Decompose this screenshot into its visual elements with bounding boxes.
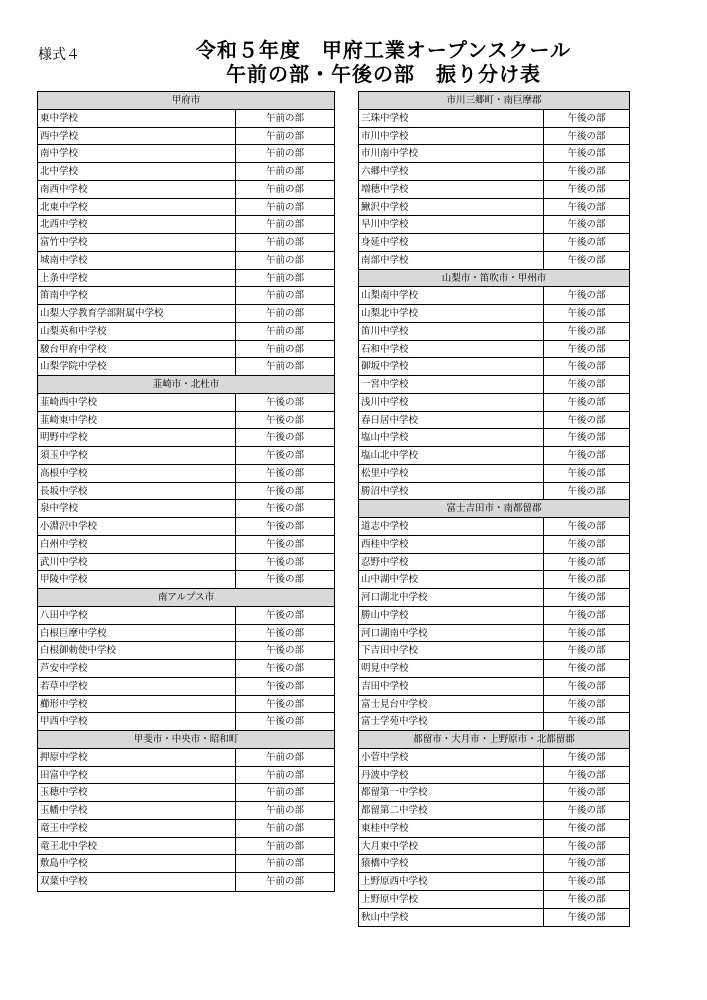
table-row (359, 305, 629, 323)
page-title: 令和５年度 甲府工業オープンスクール (195, 38, 572, 62)
session-cell: 午後の部 (265, 467, 304, 479)
table-row (359, 323, 629, 341)
table-row (38, 536, 334, 554)
table-row (359, 518, 629, 536)
table-row (38, 412, 334, 430)
session-cell: 午後の部 (265, 609, 304, 621)
table-row (359, 429, 629, 447)
school-name: 甲西中学校 (38, 713, 236, 730)
school-name: 西桂中学校 (359, 536, 544, 553)
school-name: 早川中学校 (359, 216, 544, 233)
school-name: 高根中学校 (38, 465, 236, 482)
table-row (38, 447, 334, 465)
session-cell: 午前の部 (265, 343, 304, 355)
table-row (38, 234, 334, 252)
session-cell: 午前の部 (265, 787, 304, 799)
table-row (38, 483, 334, 501)
table-row (38, 678, 334, 696)
school-name: 大月東中学校 (359, 838, 544, 855)
region-header: 南アルプス市 (38, 589, 334, 607)
session-cell: 午後の部 (567, 840, 606, 852)
session-cell: 午前の部 (265, 148, 304, 160)
session-cell: 午後の部 (265, 698, 304, 710)
left-table (37, 91, 335, 892)
table-row (38, 820, 334, 838)
school-name: 櫛形中学校 (38, 696, 236, 713)
table-row (38, 838, 334, 856)
school-name: 須玉中学校 (38, 447, 236, 464)
session-cell: 午後の部 (265, 432, 304, 444)
form-label: 様式４ (38, 47, 80, 63)
school-name: 韮崎西中学校 (38, 394, 236, 411)
session-cell: 午後の部 (265, 716, 304, 728)
table-row (359, 447, 629, 465)
table-row (359, 252, 629, 270)
session-cell: 午後の部 (265, 503, 304, 515)
school-name: 笛南中学校 (38, 287, 236, 304)
region-header: 都留市・大月市・上野原市・北都留郡 (359, 731, 629, 749)
school-name: 鰍沢中学校 (359, 199, 544, 216)
school-name: 忍野中学校 (359, 554, 544, 571)
session-cell: 午後の部 (265, 414, 304, 426)
school-name: 松里中学校 (359, 465, 544, 482)
session-cell: 午後の部 (567, 237, 606, 248)
table-row (359, 163, 629, 181)
school-name: 山中湖中学校 (359, 571, 544, 588)
table-row (359, 394, 629, 412)
school-name: 甲陵中学校 (38, 571, 236, 588)
session-cell: 午後の部 (567, 521, 606, 532)
school-name: 西中学校 (38, 128, 236, 145)
school-name: 明見中学校 (359, 660, 544, 677)
school-name: 三珠中学校 (359, 110, 544, 127)
session-cell: 午後の部 (567, 254, 606, 266)
table-row (38, 660, 334, 678)
table-row (38, 767, 334, 785)
school-name: 白州中学校 (38, 536, 236, 553)
school-name: 武川中学校 (38, 554, 236, 571)
table-row (38, 625, 334, 643)
table-row (359, 287, 629, 305)
session-cell: 午前の部 (265, 308, 304, 319)
school-name: 身延中学校 (359, 234, 544, 251)
session-cell: 午前の部 (265, 361, 304, 373)
school-name: 吉田中学校 (359, 678, 544, 695)
school-name: 富士見台中学校 (359, 696, 544, 713)
school-name: 長坂中学校 (38, 483, 236, 500)
table-row (359, 767, 629, 785)
table-row (38, 571, 334, 589)
school-name: 明野中学校 (38, 429, 236, 446)
session-cell: 午後の部 (567, 645, 606, 657)
school-name: 勝沼中学校 (359, 483, 544, 500)
table-row (38, 181, 334, 199)
session-cell: 午後の部 (265, 538, 304, 550)
table-row (359, 571, 629, 589)
school-name: 丹波中学校 (359, 767, 544, 784)
school-name: 泉中学校 (38, 500, 236, 517)
school-name: 南中学校 (38, 145, 236, 162)
table-row (359, 181, 629, 199)
table-row (38, 394, 334, 412)
school-name: 増穂中学校 (359, 181, 544, 198)
session-cell: 午後の部 (567, 485, 606, 497)
table-row (359, 749, 629, 767)
school-name: 南西中学校 (38, 181, 236, 198)
session-cell: 午後の部 (567, 379, 606, 390)
table-row (38, 110, 334, 128)
table-row (38, 323, 334, 341)
session-cell: 午前の部 (265, 769, 304, 781)
table-row (38, 270, 334, 288)
school-name: 小菅中学校 (359, 749, 544, 766)
session-cell: 午前の部 (265, 237, 304, 248)
table-row (359, 713, 629, 731)
school-name: 東中学校 (38, 110, 236, 127)
session-cell: 午後の部 (567, 450, 606, 461)
session-cell: 午後の部 (567, 858, 606, 870)
table-row (359, 216, 629, 234)
session-cell: 午後の部 (265, 450, 304, 461)
session-cell: 午前の部 (265, 840, 304, 852)
school-name: 山梨大学教育学部附属中学校 (38, 305, 236, 322)
session-cell: 午後の部 (567, 414, 606, 426)
session-cell: 午後の部 (567, 432, 606, 444)
school-name: 上条中学校 (38, 270, 236, 287)
session-cell: 午後の部 (567, 219, 606, 231)
session-cell: 午後の部 (567, 201, 606, 213)
table-row (38, 287, 334, 305)
table-row (38, 145, 334, 163)
table-row (359, 873, 629, 891)
school-name: 笛川中学校 (359, 323, 544, 340)
session-cell: 午後の部 (567, 627, 606, 639)
right-table (358, 91, 630, 927)
school-name: 若草中学校 (38, 678, 236, 695)
school-name: 玉穂中学校 (38, 784, 236, 801)
session-cell: 午前の部 (265, 166, 304, 177)
table-row (38, 500, 334, 518)
table-row (359, 784, 629, 802)
school-name: 玉幡中学校 (38, 802, 236, 819)
table-row (38, 713, 334, 731)
table-row (38, 216, 334, 234)
table-row (359, 660, 629, 678)
table-row (38, 749, 334, 767)
school-name: 猿橋中学校 (359, 855, 544, 872)
table-row (38, 341, 334, 359)
table-row (359, 358, 629, 376)
table-row (359, 234, 629, 252)
table-row (359, 465, 629, 483)
session-cell: 午後の部 (265, 645, 304, 657)
session-cell: 午前の部 (265, 272, 304, 284)
school-name: 上野原西中学校 (359, 873, 544, 890)
school-name: 都留第一中学校 (359, 784, 544, 801)
session-cell: 午後の部 (567, 396, 606, 408)
session-cell: 午後の部 (265, 396, 304, 408)
school-name: 都留第二中学校 (359, 802, 544, 819)
region-header: 甲斐市・中央市・昭和町 (38, 731, 334, 749)
school-name: 山梨北中学校 (359, 305, 544, 322)
session-cell: 午後の部 (265, 485, 304, 497)
session-cell: 午前の部 (265, 805, 304, 816)
school-name: 山梨南中学校 (359, 287, 544, 304)
school-name: 北中学校 (38, 163, 236, 180)
session-cell: 午後の部 (567, 574, 606, 586)
school-name: 塩山中学校 (359, 429, 544, 446)
school-name: 富士学苑中学校 (359, 713, 544, 730)
school-name: 塩山北中学校 (359, 447, 544, 464)
school-name: 敷島中学校 (38, 855, 236, 872)
session-cell: 午前の部 (265, 219, 304, 231)
school-name: 韮崎東中学校 (38, 412, 236, 429)
table-row (38, 252, 334, 270)
session-cell: 午後の部 (567, 876, 606, 887)
region-header: 市川三郷町・南巨摩郡 (359, 92, 629, 110)
session-cell: 午前の部 (265, 130, 304, 142)
table-row (359, 642, 629, 660)
school-name: 田富中学校 (38, 767, 236, 784)
session-cell: 午後の部 (265, 574, 304, 586)
session-cell: 午後の部 (567, 680, 606, 692)
school-name: 南部中学校 (359, 252, 544, 269)
session-cell: 午後の部 (567, 308, 606, 319)
table-row (38, 305, 334, 323)
session-cell: 午後の部 (567, 893, 606, 905)
table-row (38, 802, 334, 820)
school-name: 北東中学校 (38, 199, 236, 216)
table-row (359, 145, 629, 163)
session-cell: 午前の部 (265, 822, 304, 834)
session-cell: 午前の部 (265, 876, 304, 887)
session-cell: 午後の部 (567, 361, 606, 373)
table-row (359, 625, 629, 643)
session-cell: 午後の部 (567, 609, 606, 621)
session-cell: 午後の部 (265, 556, 304, 568)
session-cell: 午前の部 (265, 201, 304, 213)
table-row (359, 678, 629, 696)
session-cell: 午後の部 (567, 467, 606, 479)
region-header: 韮崎市・北杜市 (38, 376, 334, 394)
session-cell: 午後の部 (567, 787, 606, 799)
session-cell: 午後の部 (567, 805, 606, 816)
table-row (38, 607, 334, 625)
school-name: 道志中学校 (359, 518, 544, 535)
table-row (38, 873, 334, 891)
school-name: 勝山中学校 (359, 607, 544, 624)
table-row (38, 518, 334, 536)
school-name: 一宮中学校 (359, 376, 544, 393)
session-cell: 午前の部 (265, 254, 304, 266)
session-cell: 午後の部 (567, 663, 606, 674)
school-name: 市川南中学校 (359, 145, 544, 162)
school-name: 秋山中学校 (359, 909, 544, 927)
table-row (359, 483, 629, 501)
region-header: 甲府市 (38, 92, 334, 110)
session-cell: 午後の部 (567, 911, 606, 923)
session-cell: 午後の部 (567, 166, 606, 177)
table-row (359, 341, 629, 359)
school-name: 白根御勅使中学校 (38, 642, 236, 659)
school-name: 御坂中学校 (359, 358, 544, 375)
session-cell: 午前の部 (265, 183, 304, 195)
table-row (359, 589, 629, 607)
table-row (359, 554, 629, 572)
school-name: 下吉田中学校 (359, 642, 544, 659)
region-header: 山梨市・笛吹市・甲州市 (359, 270, 629, 288)
session-cell: 午後の部 (567, 325, 606, 337)
table-row (359, 838, 629, 856)
session-cell: 午後の部 (567, 148, 606, 160)
school-name: 押原中学校 (38, 749, 236, 766)
session-cell: 午後の部 (567, 130, 606, 142)
session-cell: 午後の部 (265, 627, 304, 639)
school-name: 河口湖北中学校 (359, 589, 544, 606)
table-row (38, 784, 334, 802)
table-row (38, 128, 334, 146)
session-cell: 午後の部 (567, 343, 606, 355)
session-cell: 午後の部 (567, 290, 606, 302)
table-row (359, 199, 629, 217)
school-name: 富竹中学校 (38, 234, 236, 251)
table-row (38, 163, 334, 181)
school-name: 竜王中学校 (38, 820, 236, 837)
session-cell: 午後の部 (567, 698, 606, 710)
table-row (38, 696, 334, 714)
school-name: 駿台甲府中学校 (38, 341, 236, 358)
school-name: 小淵沢中学校 (38, 518, 236, 535)
school-name: 浅川中学校 (359, 394, 544, 411)
school-name: 六郷中学校 (359, 163, 544, 180)
session-cell: 午前の部 (265, 112, 304, 124)
school-name: 石和中学校 (359, 341, 544, 358)
session-cell: 午後の部 (567, 556, 606, 568)
school-name: 芦安中学校 (38, 660, 236, 677)
table-row (359, 855, 629, 873)
session-cell: 午後の部 (265, 680, 304, 692)
school-name: 河口湖南中学校 (359, 625, 544, 642)
table-row (359, 891, 629, 909)
table-row (359, 802, 629, 820)
table-row (359, 376, 629, 394)
table-row (38, 554, 334, 572)
table-row (359, 607, 629, 625)
school-name: 山梨英和中学校 (38, 323, 236, 340)
session-cell: 午後の部 (567, 183, 606, 195)
table-row (359, 110, 629, 128)
region-header: 富士吉田市・南都留郡 (359, 500, 629, 518)
table-row (359, 128, 629, 146)
session-cell: 午後の部 (567, 751, 606, 763)
session-cell: 午後の部 (567, 716, 606, 728)
school-name: 東桂中学校 (359, 820, 544, 837)
school-name: 双葉中学校 (38, 873, 236, 891)
session-cell: 午後の部 (567, 769, 606, 781)
table-row (38, 429, 334, 447)
school-name: 上野原中学校 (359, 891, 544, 908)
table-row (359, 820, 629, 838)
session-cell: 午後の部 (265, 663, 304, 674)
school-name: 北西中学校 (38, 216, 236, 233)
session-cell: 午前の部 (265, 751, 304, 763)
school-name: 城南中学校 (38, 252, 236, 269)
session-cell: 午前の部 (265, 858, 304, 870)
table-row (38, 358, 334, 376)
session-cell: 午後の部 (567, 592, 606, 603)
table-row (359, 909, 629, 927)
school-name: 八田中学校 (38, 607, 236, 624)
school-name: 竜王北中学校 (38, 838, 236, 855)
session-cell: 午後の部 (265, 521, 304, 532)
table-row (38, 465, 334, 483)
school-name: 白根巨摩中学校 (38, 625, 236, 642)
table-row (38, 855, 334, 873)
session-cell: 午後の部 (567, 112, 606, 124)
school-name: 山梨学院中学校 (38, 358, 236, 375)
session-cell: 午後の部 (567, 822, 606, 834)
table-row (38, 642, 334, 660)
table-row (359, 412, 629, 430)
school-name: 春日居中学校 (359, 412, 544, 429)
table-row (38, 199, 334, 217)
school-name: 市川中学校 (359, 128, 544, 145)
session-cell: 午前の部 (265, 290, 304, 302)
page-subtitle: 午前の部・午後の部 振り分け表 (226, 62, 541, 86)
table-row (359, 696, 629, 714)
session-cell: 午前の部 (265, 325, 304, 337)
table-row (359, 536, 629, 554)
session-cell: 午後の部 (567, 538, 606, 550)
